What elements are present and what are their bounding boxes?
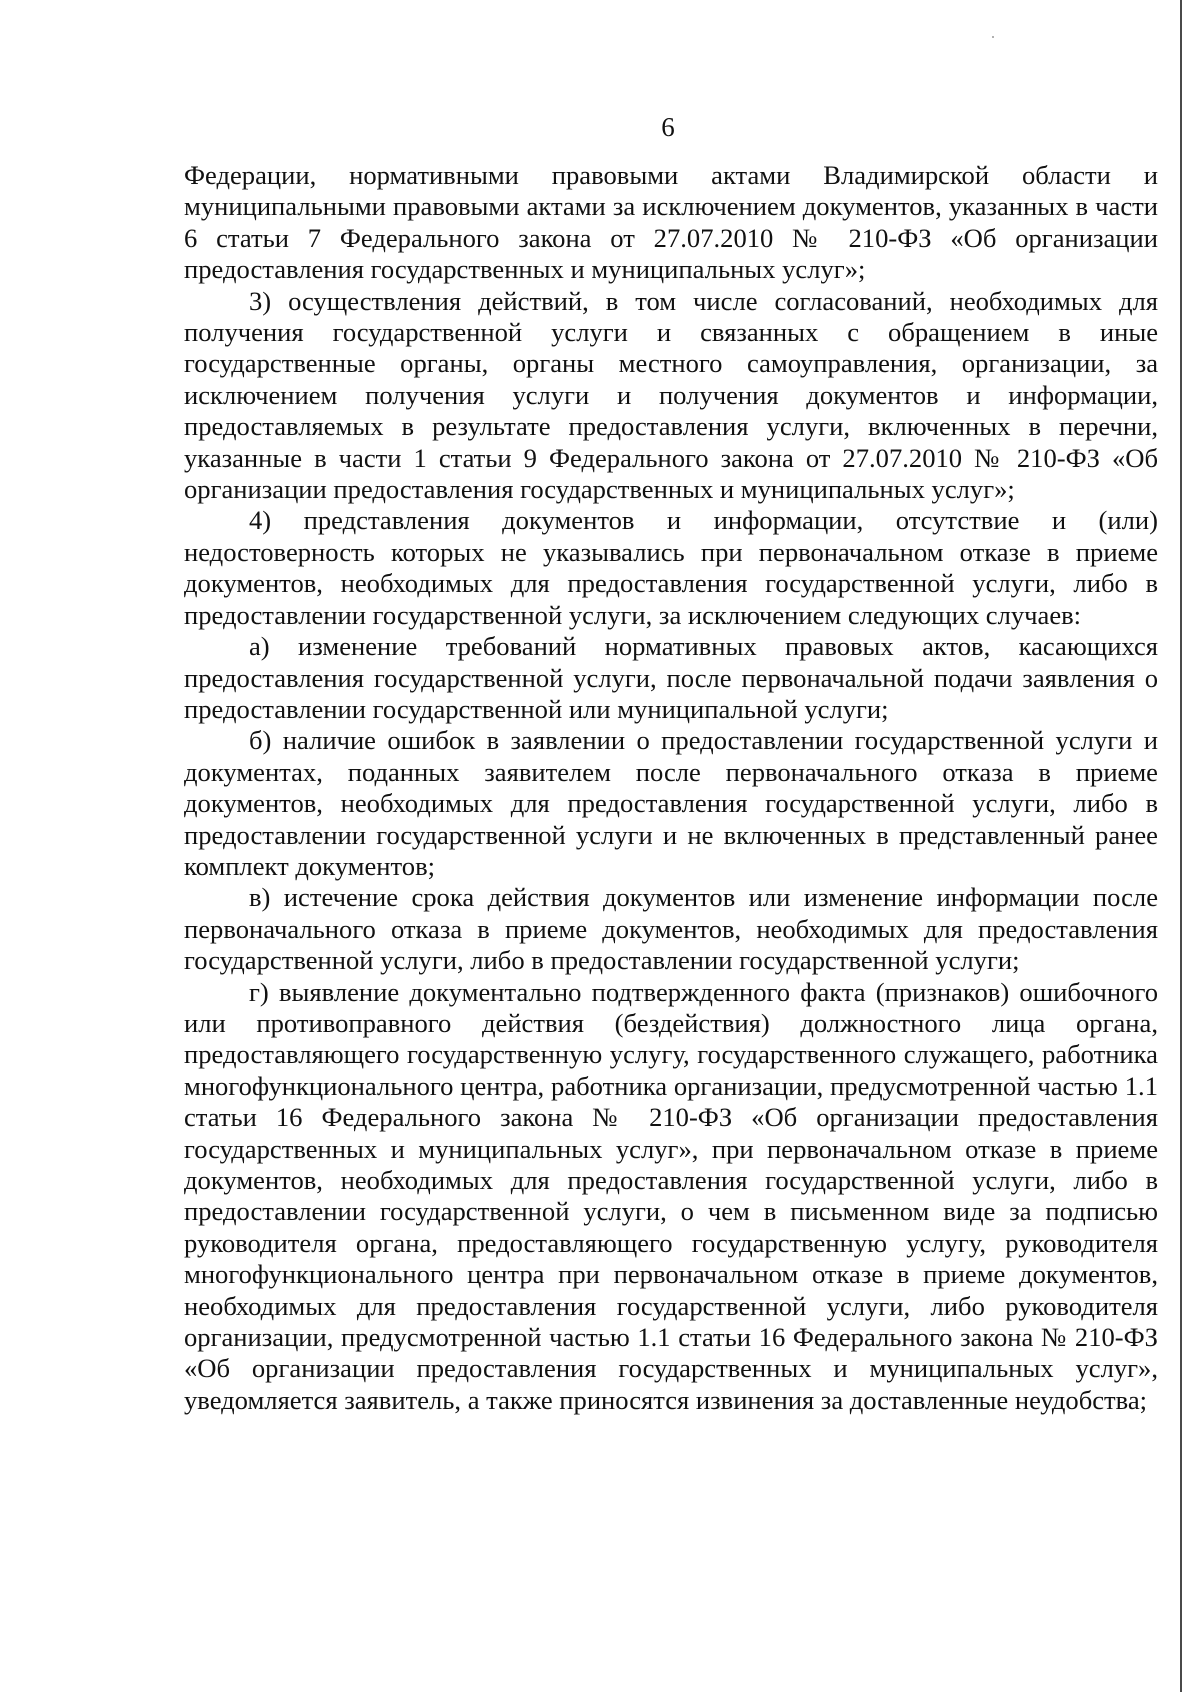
paragraph-item-4: 4) представления документов и информации, отсутствие и (или) недостоверность которых не указывались при первоначальном отказе в приеме документов, необходимых для предоставления государственной услуги, либо в предоставлении государственной услуги, за исключением следующих случаев: [184,505,1158,630]
page-number: 6 [661,112,675,142]
paragraph-subitem-g: г) выявление документально подтвержденного факта (признаков) ошибочного или противоправного действия (бездействия) должностного лица органа, предоставляющего государственную услугу, государственного служащего, работника многофункционального центра, работника организации, предусмотренной частью 1.1 статьи 16 Федерального закона № 210-ФЗ «Об организации предоставления государственных и муниципальных услуг», при первоначальном отказе в приеме документов, необходимых для предоставления государственной услуги, либо в предоставлении государственной услуги, о чем в письменном виде за подписью руководителя органа, предоставляющего государственную услугу, руководителя многофункционального центра при первоначальном отказе в приеме документов, необходимых для предоставления государственной услуги, либо руководителя организации, предусмотренной частью 1.1 статьи 16 Федерального закона № 210-ФЗ «Об организации предоставления государственных и муниципальных услуг», уведомляется заявитель, а также приносятся извинения за доставленные неудобства; [184,976,1158,1415]
document-body [184,160,1158,1416]
paragraph-item-3: 3) осуществления действий, в том числе согласований, необходимых для получения государственной услуги и связанных с обращением в иные государственные органы, органы местного самоуправления, организации, за исключением получения услуги и получения документов и информации, предоставляемых в результате предоставления услуги, включенных в перечни, указанные в части 1 статьи 9 Федерального закона от 27.07.2010 № 210-ФЗ «Об организации предоставления государственных и муниципальных услуг»; [184,285,1158,505]
paragraph-subitem-a: а) изменение требований нормативных правовых актов, касающихся предоставления государственной услуги, после первоначальной подачи заявления о предоставлении государственной или муниципальной услуги; [184,631,1158,724]
scan-speck [992,36,994,38]
scan-edge-line [1180,0,1182,1692]
paragraph-continuation: Федерации, нормативными правовыми актами Владимирской области и муниципальными правовыми актами за исключением документов, указанных в части 6 статьи 7 Федерального закона от 27.07.2010 № 210-ФЗ «Об организации предоставления государственных и муниципальных услуг»; [184,160,1158,285]
paragraph-subitem-v: в) истечение срока действия документов или изменение информации после первоначального отказа в приеме документов, необходимых для предоставления государственной услуги, либо в предоставлении государственной услуги; [184,882,1158,976]
paragraph-subitem-b: б) наличие ошибок в заявлении о предоставлении государственной услуги и документах, поданных заявителем после первоначального отказа в приеме документов, необходимых для предоставления государственной услуги, либо в предоставлении государственной услуги и не включенных в представленный ранее комплект документов; [184,725,1158,881]
